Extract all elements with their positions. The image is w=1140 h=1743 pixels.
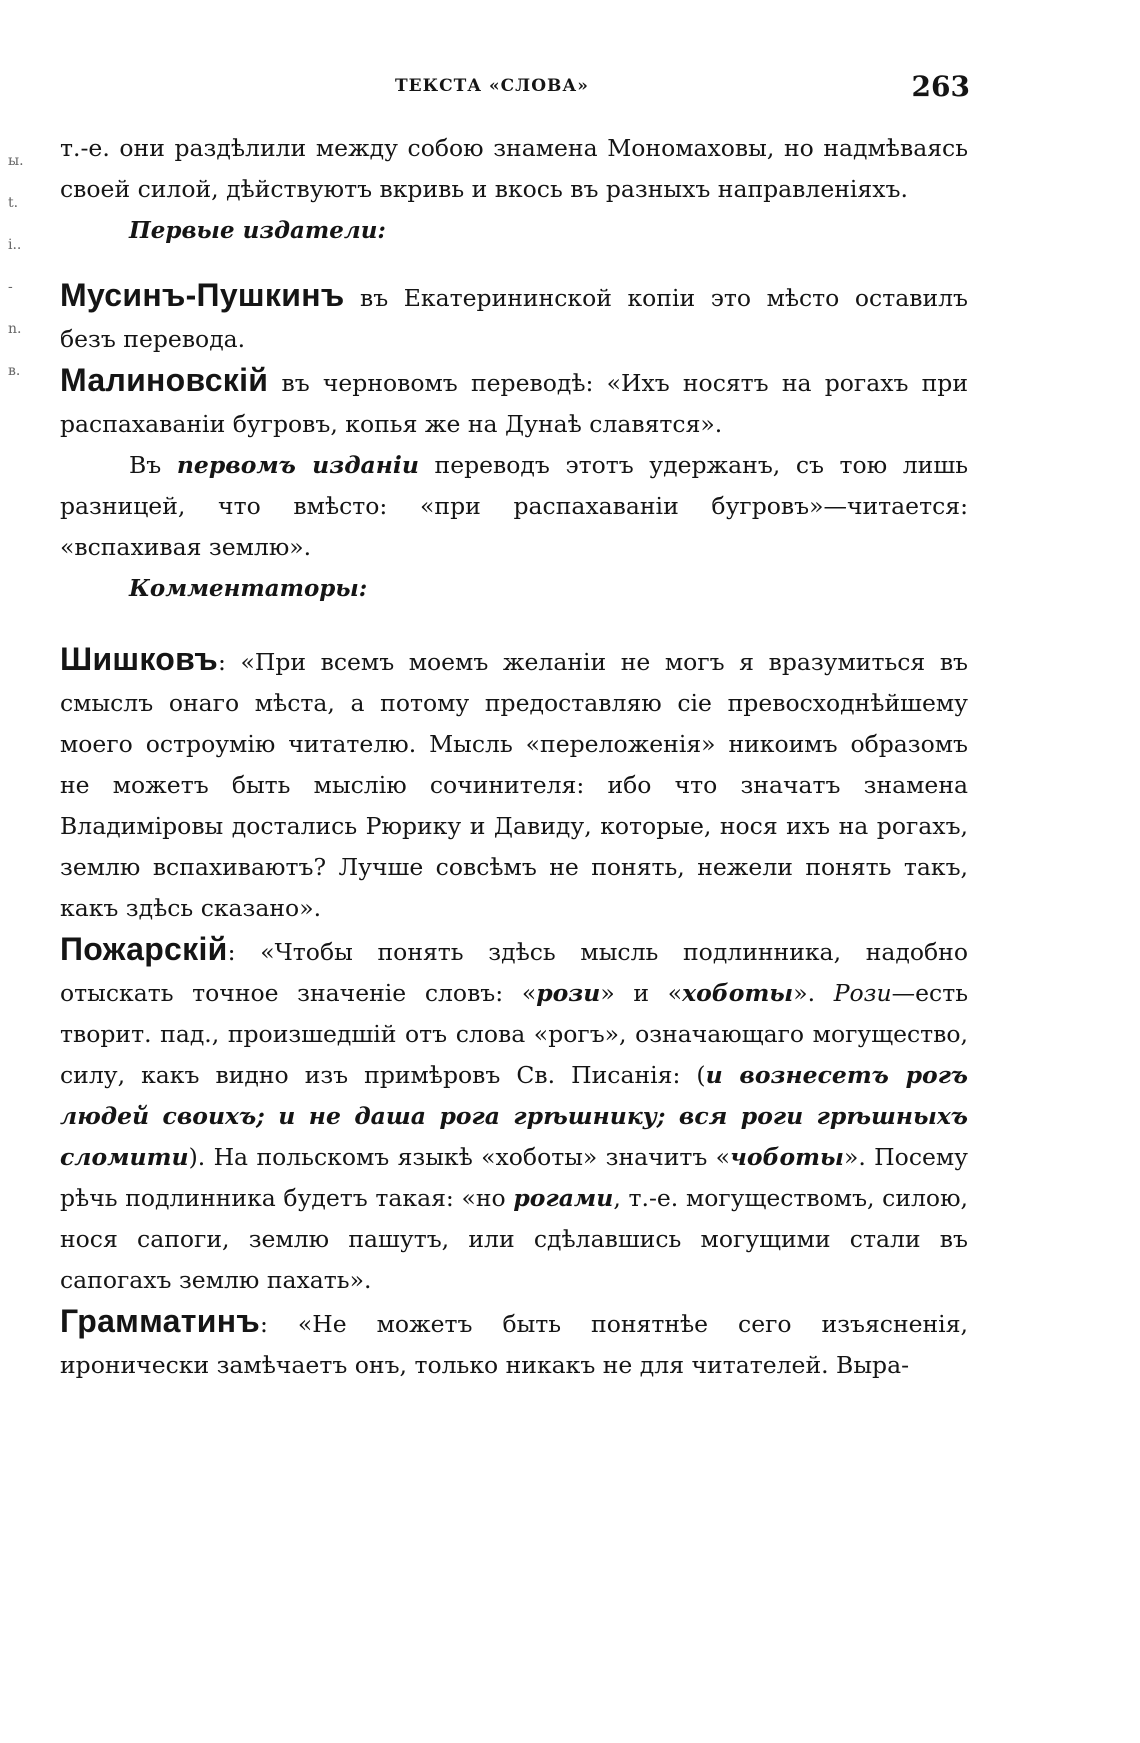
margin-mark: t.: [8, 195, 19, 211]
author-name: Шишковъ: [60, 641, 218, 677]
intro-paragraph: т.-е. они раздѣлили между собою знамена Мономаховы, но надмѣваясь своей силой, дѣйствуютъ вкривь и вкось въ разныхъ направленіяхъ.: [60, 134, 968, 203]
entry-pozharsky: Пожарскій: «Чтобы понять здѣсь мысль подлинника, надобно отыскать точное значеніе словъ: «рози» и «хоботы». Рози—есть творит. пад., произшедшій отъ слова «рогъ», означающаго могущество, силу, какъ видно изъ примѣровъ Св. Писанія: (и вознесетъ рогъ людей своихъ; и не даша рога грѣшнику; вся роги грѣшныхъ сломити). На польскомъ языкѣ «хоботы» значитъ «чоботы». Посему рѣчь подлинника будетъ такая: «но рогами, т.-е. могуществомъ, силою, нося сапоги, землю пашутъ, или сдѣлавшись могущими стали въ сапогахъ землю пахать».: [60, 931, 969, 1294]
first-publishers-heading: Первые издатели:: [129, 217, 386, 244]
body-text: [60, 128, 968, 1386]
author-name: Мусинъ-Пушкинъ: [60, 277, 345, 313]
running-head: ТЕКСТА «СЛОВА»: [395, 76, 589, 96]
entry-text: въ черновомъ переводѣ: «Ихъ носятъ на рогахъ при распахаваніи бугровъ, копья же на Дунаѣ славятся».: [60, 369, 968, 438]
page-header: [60, 70, 970, 110]
author-name: Малиновскій: [60, 362, 269, 398]
scripture-quote: и вознесетъ рогъ людей своихъ; и не даша рога грѣшнику; вся роги грѣшныхъ сломити: [60, 1061, 968, 1171]
entry-grammatin: [60, 1301, 968, 1386]
margin-mark: i..: [8, 237, 22, 253]
margin-mark: в.: [8, 363, 21, 379]
author-name: Грамматинъ: [60, 1303, 260, 1339]
margin-mark: -: [8, 279, 13, 295]
entry-text: : «При всемъ моемъ желаніи не могъ я вразумиться въ смыслъ онаго мѣста, а потому предоставляю сіе превосходнѣйшему моего остроумію читателю. Мысль «переложенія» никоимъ образомъ не можетъ быть мыслію сочинителя: ибо что значатъ знамена Владиміровы достались Рюрику и Давиду, которые, нося ихъ на рогахъ, землю вспахиваютъ? Лучше совсѣмъ не понять, нежели понять такъ, какъ здѣсь сказано».: [60, 648, 968, 922]
entry-malinovsky: [60, 360, 968, 445]
emphasis: первомъ изданіи: [176, 451, 419, 479]
author-name: Пожарскій: [60, 931, 228, 967]
entry-text: въ Екатерининской копіи это мѣсто оставилъ безъ перевода.: [60, 284, 968, 353]
entry-shishkov: [60, 639, 968, 929]
margin-mark: ы.: [8, 153, 24, 169]
margin-mark: n.: [8, 321, 22, 337]
page-number: 263: [911, 70, 970, 103]
entry-text: : «Не можетъ быть понятнѣе сего изъясненія, иронически замѣчаетъ онъ, только никакъ не для читателей. Выра-: [60, 1310, 968, 1379]
entry-musin-pushkin: [60, 275, 968, 360]
commentators-heading: Комментаторы:: [129, 575, 368, 602]
first-edition-paragraph: Въ первомъ изданіи переводъ этотъ удержанъ, съ тою лишь разницей, что вмѣсто: «при распахаваніи бугровъ»—читается: «вспахивая землю».: [60, 451, 968, 561]
margin-marks: [8, 140, 48, 392]
